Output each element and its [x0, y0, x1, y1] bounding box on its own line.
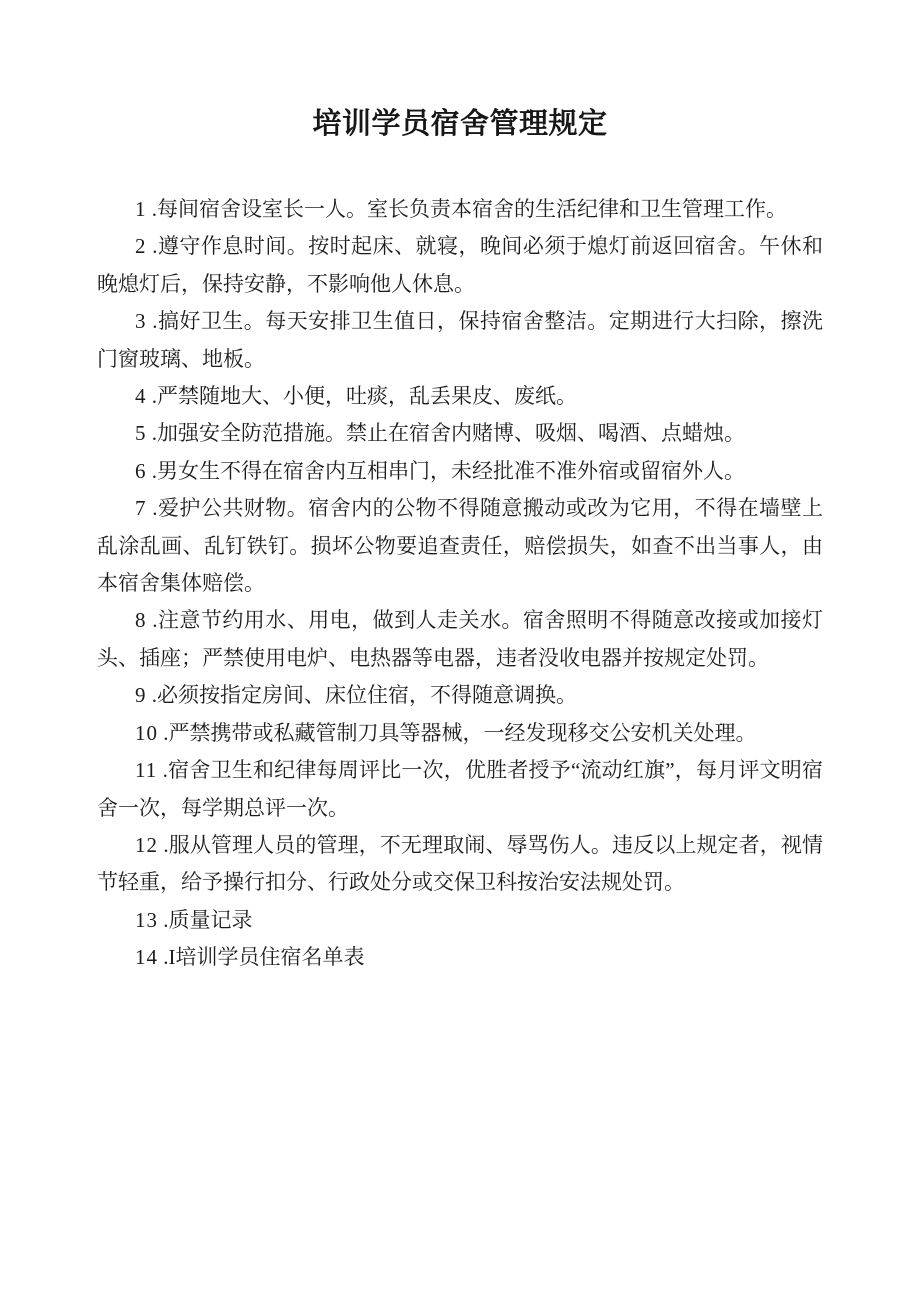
item-text: 严禁携带或私藏管制刀具等器械，一经发现移交公安机关处理。: [168, 720, 757, 745]
item-text: 严禁随地大、小便，吐痰，乱丢果皮、废纸。: [157, 384, 577, 409]
item-separator: .: [146, 309, 158, 334]
regulation-list: [97, 191, 823, 977]
item-number: 2: [135, 234, 147, 259]
item-separator: .: [158, 720, 169, 745]
item-number: 11: [135, 758, 158, 783]
item-separator: .: [146, 608, 158, 633]
regulation-item: [97, 902, 823, 939]
item-text: 男女生不得在宿舍内互相串门，未经批准不准外宿或留宿外人。: [157, 458, 745, 483]
item-separator: .: [146, 234, 158, 259]
item-separator: .: [146, 458, 157, 483]
item-text: 宿舍卫生和纪律每周评比一次，优胜者授予“流动红旗”，每月评文明宿舍一次，每学期总评一次。: [97, 758, 824, 820]
item-separator: .: [146, 197, 157, 221]
item-number: 14: [135, 945, 158, 970]
item-separator: .: [158, 945, 169, 970]
item-number: 6: [135, 458, 147, 483]
item-number: 12: [135, 832, 158, 857]
regulation-item: [97, 378, 823, 415]
item-number: 5: [135, 421, 147, 446]
regulation-item: [97, 453, 823, 490]
item-text: 搞好卫生。每天安排卫生值日，保持宿舍整洁。定期进行大扫除，擦洗门窗玻璃、地板。: [97, 309, 823, 371]
item-text: 注意节约用水、用电，做到人走关水。宿舍照明不得随意改接或加接灯头、插座；严禁使用电炉、电热器等电器，违者没收电器并按规定处罚。: [97, 608, 823, 670]
regulation-item: [97, 415, 823, 452]
item-text: I培训学员住宿名单表: [168, 945, 365, 970]
regulation-item: [97, 827, 823, 902]
item-number: 3: [135, 309, 147, 334]
item-text: 遵守作息时间。按时起床、就寝，晚间必须于熄灯前返回宿舍。午休和晚熄灯后，保持安静，不影响他人休息。: [97, 234, 823, 296]
regulation-item: [97, 677, 823, 714]
item-separator: .: [157, 758, 168, 783]
document-title: 培训学员宿舍管理规定: [312, 108, 608, 140]
regulation-item: [97, 715, 823, 752]
item-text: 服从管理人员的管理，不无理取闹、辱骂伤人。违反以上规定者，视情节轻重，给予操行扣分、行政处分或交保卫科按治安法规处罚。: [97, 832, 823, 895]
item-number: 4: [135, 384, 147, 409]
item-separator: .: [146, 683, 157, 708]
item-number: 1: [135, 197, 147, 221]
item-separator: .: [146, 384, 157, 409]
regulation-item: [97, 490, 823, 602]
item-separator: .: [146, 421, 157, 446]
regulation-item: [97, 303, 823, 378]
regulation-item: [97, 228, 823, 303]
item-text: 质量记录: [168, 907, 253, 932]
item-number: 9: [135, 683, 147, 708]
item-number: 10: [135, 720, 158, 745]
regulation-item: [97, 191, 823, 228]
item-separator: .: [146, 496, 158, 521]
item-text: 爱护公共财物。宿舍内的公物不得随意搬动或改为它用，不得在墙壁上乱涂乱画、乱钉铁钉。损坏公物要追查责任，赔偿损失，如查不出当事人，由本宿舍集体赔偿。: [97, 496, 823, 596]
item-separator: .: [158, 832, 169, 857]
item-text: 加强安全防范措施。禁止在宿舍内赌博、吸烟、喝酒、点蜡烛。: [157, 421, 745, 446]
item-number: 8: [135, 608, 147, 633]
item-number: 7: [135, 496, 147, 521]
item-separator: .: [158, 907, 169, 932]
item-text: 必须按指定房间、床位住宿，不得随意调换。: [157, 683, 577, 708]
item-text: 每间宿舍设室长一人。室长负责本宿舍的生活纪律和卫生管理工作。: [157, 197, 787, 221]
regulation-item: [97, 752, 823, 827]
regulation-item: [97, 939, 823, 976]
item-number: 13: [135, 907, 158, 932]
regulation-item: [97, 602, 823, 677]
